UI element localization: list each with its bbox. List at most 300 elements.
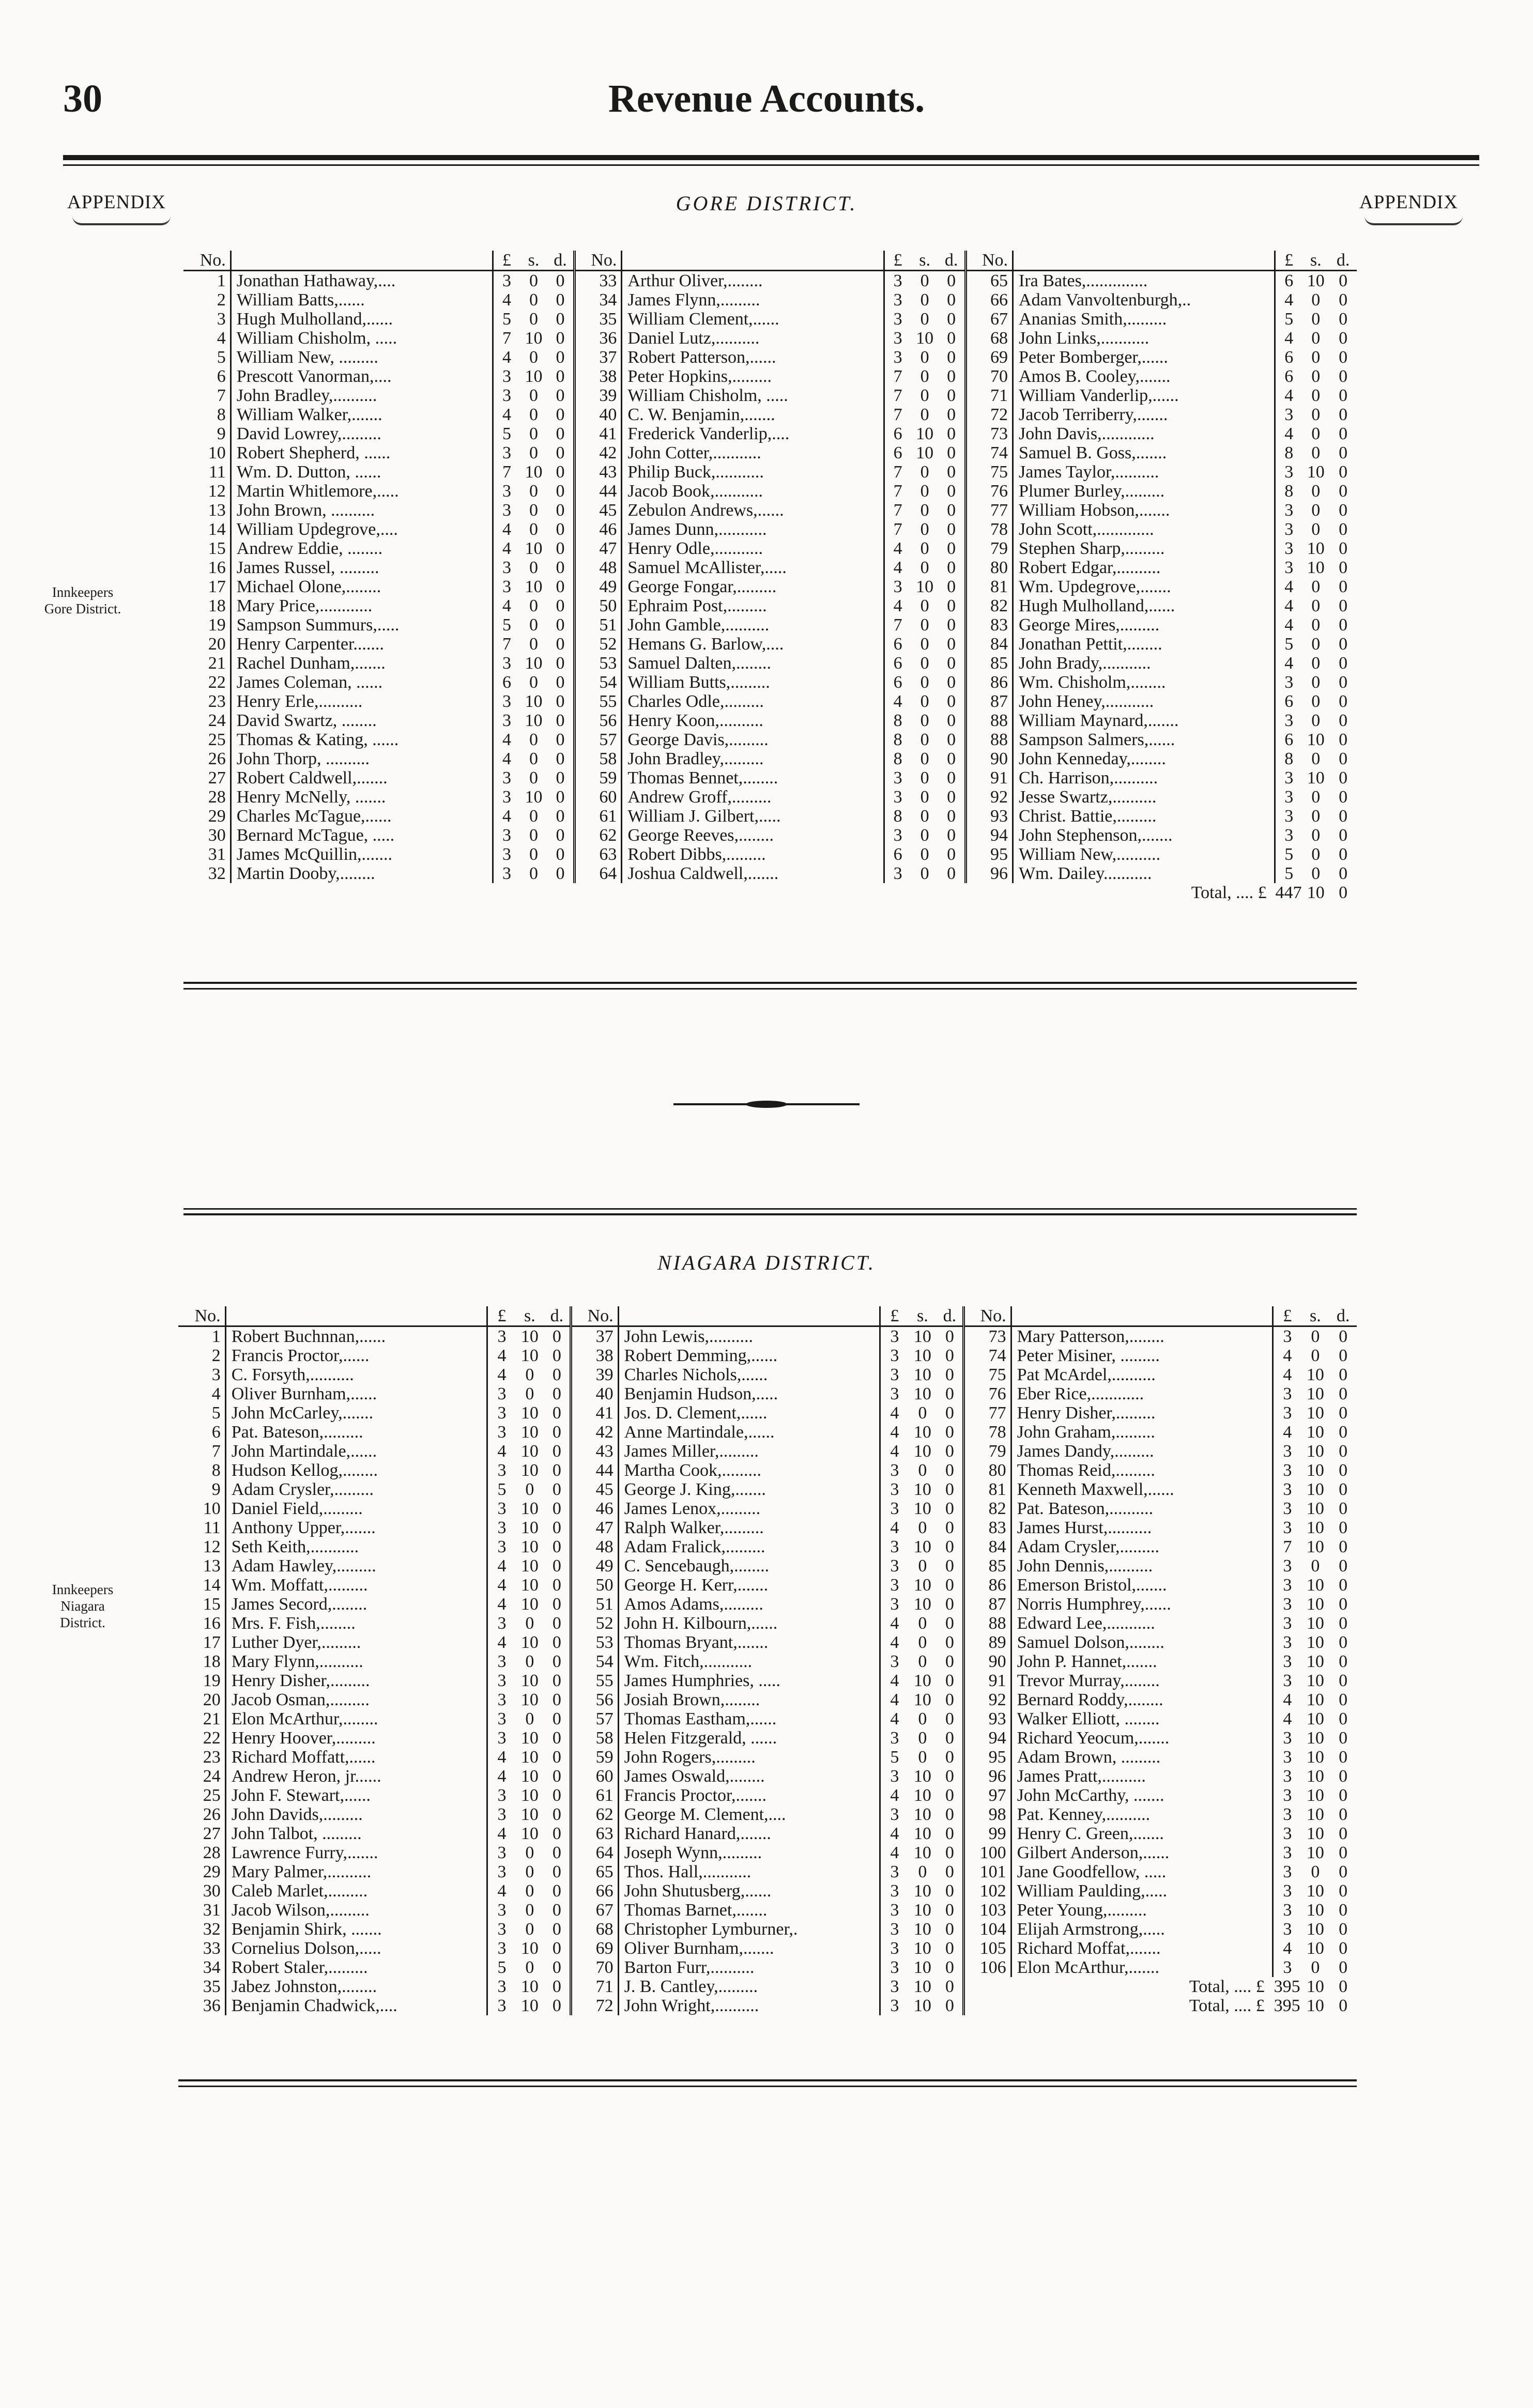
- entry-shillings: 10: [1306, 1365, 1324, 1384]
- entry-pence: 0: [939, 424, 966, 443]
- entry-name: Adam Fralick,.........: [618, 1537, 880, 1556]
- entry-pence: 0: [1339, 1480, 1348, 1499]
- entry-pence: 0: [547, 329, 575, 348]
- entry-number: 65: [571, 1862, 618, 1881]
- entry-number: 88: [965, 730, 1013, 749]
- entry-name: William Maynard,.......: [1013, 711, 1275, 730]
- entry-number: 90: [965, 749, 1013, 768]
- entry-pence: 0: [544, 1556, 571, 1576]
- entry-name: John Rogers,.........: [618, 1748, 880, 1767]
- entry-pence: 0: [544, 1326, 571, 1347]
- entry-shillings: 10: [520, 1786, 539, 1805]
- entry-name: James Pratt,..........: [1011, 1767, 1273, 1786]
- entry-shillings: 10: [520, 1537, 539, 1556]
- entry-pence: 0: [1339, 1881, 1348, 1901]
- entry-name: Wm. Dailey...........: [1013, 864, 1275, 883]
- entry-name: David Lowrey,.........: [231, 424, 493, 443]
- appendix-right: APPENDIX: [1359, 192, 1458, 213]
- entry-name: William Butts,.........: [622, 673, 884, 692]
- entry-pounds: 4: [502, 539, 512, 558]
- entry-shillings: 0: [529, 673, 539, 692]
- entry-name: William Chisholm, .....: [622, 386, 884, 405]
- entry-pounds: 4: [893, 692, 902, 711]
- entry-number: 95: [965, 845, 1013, 864]
- entry-pence: 0: [1339, 271, 1348, 290]
- entry-pounds: 6: [502, 673, 512, 692]
- entry-pounds: 4: [497, 1346, 507, 1365]
- entry-pounds: 3: [1284, 462, 1294, 482]
- entry-name: John Graham,.........: [1011, 1423, 1273, 1442]
- entry-number: 71: [965, 386, 1013, 405]
- entry-shillings: 10: [520, 1461, 539, 1480]
- entry-pence: 0: [937, 1862, 964, 1881]
- entry-shillings: 10: [525, 539, 543, 558]
- entry-shillings: 10: [1306, 1633, 1324, 1652]
- entry-pence: 0: [1339, 711, 1348, 730]
- entry-name: Helen Fitzgerald, ......: [618, 1728, 880, 1748]
- entry-pence: 0: [544, 1652, 571, 1671]
- entry-shillings: 10: [1307, 730, 1325, 749]
- entry-name: John Lewis,..........: [618, 1326, 880, 1347]
- entry-number: 42: [571, 1423, 618, 1442]
- entry-pounds: 5: [502, 424, 512, 443]
- entry-pounds: 3: [890, 1939, 899, 1958]
- entry-pence: 0: [937, 1728, 964, 1748]
- entry-number: 48: [575, 558, 622, 577]
- table-row: [178, 1690, 1357, 1709]
- entry-pence: 0: [939, 462, 966, 482]
- entry-pence: 0: [1339, 367, 1348, 386]
- entry-pounds: 4: [497, 1576, 507, 1595]
- niagara-header-row: [178, 1306, 1357, 1326]
- entry-pounds: 3: [890, 1996, 899, 2015]
- entry-name: Michael Olone,........: [231, 577, 493, 596]
- entry-pence: 0: [1339, 1748, 1348, 1767]
- entry-name: Ira Bates,..............: [1013, 271, 1275, 291]
- entry-pence: 0: [547, 348, 575, 367]
- entry-shillings: 0: [1311, 596, 1321, 615]
- entry-number: 66: [571, 1881, 618, 1901]
- entry-pounds: 3: [890, 1920, 899, 1939]
- entry-name: Pat. Kenney,..........: [1011, 1805, 1273, 1824]
- entry-pence: 0: [1339, 329, 1348, 348]
- entry-number: 31: [183, 845, 231, 864]
- entry-pence: 0: [939, 405, 966, 424]
- entry-pence: 0: [939, 539, 966, 558]
- entry-pence: 0: [937, 1595, 964, 1614]
- entry-pounds: 5: [497, 1480, 507, 1499]
- entry-name: Daniel Field,.........: [225, 1499, 487, 1518]
- entry-name: Francis Proctor,......: [225, 1346, 487, 1365]
- entry-number: 102: [964, 1881, 1011, 1901]
- entry-pence: 0: [937, 1824, 964, 1843]
- entry-pounds: 3: [1284, 520, 1294, 539]
- entry-name: Oliver Burnham,......: [225, 1384, 487, 1403]
- entry-number: 52: [571, 1614, 618, 1633]
- entry-pounds: 5: [502, 615, 512, 635]
- entry-number: 67: [571, 1901, 618, 1920]
- niagara-total-shillings: 10: [1306, 1996, 1324, 2015]
- entry-pence: 0: [939, 520, 966, 539]
- table-row: [178, 1786, 1357, 1805]
- entry-pounds: 5: [1284, 310, 1294, 329]
- entry-pounds: 4: [1284, 654, 1294, 673]
- entry-name: Adam Vanvoltenburgh,..: [1013, 290, 1275, 310]
- entry-shillings: 10: [520, 1748, 539, 1767]
- entry-shillings: 10: [1306, 1709, 1324, 1728]
- entry-shillings: 10: [1306, 1939, 1324, 1958]
- entry-pounds: 7: [893, 482, 902, 501]
- entry-pounds: 3: [1284, 788, 1294, 807]
- entry-pounds: 3: [497, 1709, 507, 1728]
- entry-pounds: 4: [502, 348, 512, 367]
- entry-shillings: 10: [520, 1327, 539, 1346]
- entry-number: 82: [965, 596, 1013, 615]
- entry-pounds: 3: [1283, 1461, 1292, 1480]
- entry-shillings: 0: [1311, 826, 1321, 845]
- entry-shillings: 10: [1306, 1537, 1324, 1556]
- table-row: [178, 1518, 1357, 1537]
- entry-name: Charles Odle,.........: [622, 692, 884, 711]
- entry-pence: 0: [937, 1901, 964, 1920]
- entry-pounds: 3: [502, 768, 512, 788]
- entry-pence: 0: [1339, 1461, 1348, 1480]
- entry-shillings: 10: [520, 1442, 539, 1461]
- table-row: [183, 654, 1357, 673]
- gore-total-shillings: 10: [1307, 883, 1325, 902]
- table-row: [183, 443, 1357, 462]
- header-shillings: s.: [909, 1306, 937, 1326]
- table-row: [178, 1824, 1357, 1843]
- table-row: [183, 826, 1357, 845]
- entry-pounds: 4: [893, 596, 902, 615]
- entry-number: 70: [571, 1958, 618, 1977]
- entry-number: 45: [571, 1480, 618, 1499]
- entry-pounds: 3: [502, 271, 512, 290]
- entry-number: 17: [183, 577, 231, 596]
- entry-pence: 0: [547, 367, 575, 386]
- entry-name: John Brady,...........: [1013, 654, 1275, 673]
- entry-shillings: 0: [920, 348, 929, 367]
- entry-name: Thomas & Kating, ......: [231, 730, 493, 749]
- entry-pounds: 3: [890, 1499, 899, 1518]
- entry-name: Christ. Battie,.........: [1013, 807, 1275, 826]
- entry-name: Robert Dibbs,.........: [622, 845, 884, 864]
- entry-number: 41: [571, 1403, 618, 1423]
- entry-pounds: 4: [1284, 596, 1294, 615]
- entry-shillings: 0: [1311, 501, 1321, 520]
- entry-name: Jacob Wilson,.........: [225, 1901, 487, 1920]
- entry-shillings: 10: [1306, 1652, 1324, 1671]
- entry-number: 5: [178, 1403, 225, 1423]
- entry-name: Lawrence Furry,.......: [225, 1843, 487, 1862]
- entry-shillings: 0: [920, 596, 929, 615]
- entry-number: 16: [183, 558, 231, 577]
- entry-number: 51: [571, 1595, 618, 1614]
- entry-number: 64: [571, 1843, 618, 1862]
- entry-pence: 0: [939, 615, 966, 635]
- entry-name: Thomas Eastham,......: [618, 1709, 880, 1728]
- entry-pounds: 4: [497, 1633, 507, 1652]
- entry-number: 7: [183, 386, 231, 405]
- entry-number: 23: [183, 692, 231, 711]
- entry-pence: 0: [939, 730, 966, 749]
- header-shillings: s.: [520, 251, 547, 271]
- entry-pence: 0: [547, 730, 575, 749]
- entry-pounds: 3: [1283, 1728, 1292, 1748]
- entry-pence: 0: [544, 1633, 571, 1652]
- entry-shillings: 10: [1306, 1824, 1324, 1843]
- entry-pounds: 4: [497, 1824, 507, 1843]
- entry-shillings: 10: [1307, 768, 1325, 788]
- entry-pounds: 3: [890, 1556, 899, 1576]
- entry-number: 9: [183, 424, 231, 443]
- entry-shillings: 0: [920, 768, 929, 788]
- entry-pounds: 3: [1283, 1671, 1292, 1690]
- entry-pence: 0: [1339, 386, 1348, 405]
- entry-pounds: 3: [1283, 1901, 1292, 1920]
- entry-pounds: 7: [893, 367, 902, 386]
- table-row: [183, 596, 1357, 615]
- entry-name: Wm. Updegrove,.......: [1013, 577, 1275, 596]
- entry-pence: 0: [544, 1767, 571, 1786]
- entry-shillings: 10: [525, 329, 543, 348]
- niagara-total-label: Total, .... £: [1189, 1996, 1265, 2015]
- table-row: [183, 348, 1357, 367]
- entry-pence: 0: [937, 1423, 964, 1442]
- gore-total-pence: 0: [1339, 883, 1348, 902]
- entry-number: 28: [178, 1843, 225, 1862]
- entry-number: 32: [183, 864, 231, 883]
- entry-shillings: 10: [1306, 1384, 1324, 1403]
- entry-shillings: 10: [913, 1786, 931, 1805]
- entry-number: 35: [575, 310, 622, 329]
- entry-name: Henry Carpenter.......: [231, 635, 493, 654]
- entry-number: 106: [964, 1958, 1011, 1977]
- entry-name: James Coleman, ......: [231, 673, 493, 692]
- entry-number: 46: [571, 1499, 618, 1518]
- table-row: [178, 1843, 1357, 1862]
- entry-pounds: 6: [893, 673, 902, 692]
- entry-name: Jos. D. Clement,......: [618, 1403, 880, 1423]
- entry-name: Norris Humphrey,......: [1011, 1595, 1273, 1614]
- entry-name: Adam Hawley,.........: [225, 1556, 487, 1576]
- entry-number: 79: [964, 1442, 1011, 1461]
- entry-shillings: 0: [525, 1614, 534, 1633]
- entry-number: 18: [178, 1652, 225, 1671]
- entry-number: 81: [964, 1480, 1011, 1499]
- entry-pence: 0: [939, 348, 966, 367]
- entry-shillings: 10: [1306, 1728, 1324, 1748]
- entry-name: William Hobson,.......: [1013, 501, 1275, 520]
- table-row: [178, 1442, 1357, 1461]
- entry-shillings: 0: [1311, 635, 1321, 654]
- entry-pounds: 6: [1284, 730, 1294, 749]
- entry-pounds: 4: [890, 1423, 899, 1442]
- table-row: [178, 1805, 1357, 1824]
- entry-pence: 0: [1339, 864, 1348, 883]
- table-row: [178, 1920, 1357, 1939]
- entry-shillings: 0: [1311, 1862, 1320, 1881]
- entry-pounds: 4: [1283, 1365, 1292, 1384]
- entry-pence: 0: [1339, 730, 1348, 749]
- entry-number: 95: [964, 1748, 1011, 1767]
- entry-name: Robert Edgar,..........: [1013, 558, 1275, 577]
- niagara-total-pence: 0: [1339, 1977, 1348, 1996]
- entry-shillings: 10: [1306, 1901, 1324, 1920]
- entry-name: Oliver Burnham,.......: [618, 1939, 880, 1958]
- entry-number: 45: [575, 501, 622, 520]
- entry-shillings: 10: [913, 1767, 931, 1786]
- entry-pence: 0: [544, 1365, 571, 1384]
- entry-pence: 0: [547, 558, 575, 577]
- entry-number: 78: [964, 1423, 1011, 1442]
- table-row: [178, 1576, 1357, 1595]
- header-no: No.: [571, 1306, 618, 1326]
- entry-shillings: 0: [918, 1862, 927, 1881]
- entry-number: 83: [964, 1518, 1011, 1537]
- entry-name: Mary Palmer,..........: [225, 1862, 487, 1881]
- header-pence: d.: [1329, 1306, 1357, 1326]
- entry-number: 59: [571, 1748, 618, 1767]
- header-pence: d.: [544, 1306, 571, 1326]
- entry-name: Mrs. F. Fish,........: [225, 1614, 487, 1633]
- entry-shillings: 0: [529, 482, 539, 501]
- entry-name: Andrew Heron, jr......: [225, 1767, 487, 1786]
- entry-pence: 0: [939, 864, 966, 883]
- entry-shillings: 0: [920, 615, 929, 635]
- entry-shillings: 0: [920, 845, 929, 864]
- gore-district-title: GORE DISTRICT.: [676, 192, 857, 215]
- entry-name: John H. Kilbourn,......: [618, 1614, 880, 1633]
- entry-pence: 0: [937, 1384, 964, 1403]
- entry-name: Arthur Oliver,........: [622, 271, 884, 291]
- entry-number: 10: [178, 1499, 225, 1518]
- table-row: [178, 1499, 1357, 1518]
- entry-name: Anne Martindale,......: [618, 1423, 880, 1442]
- entry-name: Zebulon Andrews,......: [622, 501, 884, 520]
- entry-pounds: 3: [1284, 826, 1294, 845]
- entry-name: John Links,...........: [1013, 329, 1275, 348]
- entry-number: 15: [183, 539, 231, 558]
- entry-pence: 0: [547, 596, 575, 615]
- entry-pence: 0: [1339, 826, 1348, 845]
- entry-number: 34: [575, 290, 622, 310]
- entry-pounds: 3: [1283, 1442, 1292, 1461]
- entry-pence: 0: [1339, 1786, 1348, 1805]
- entry-name: Luther Dyer,.........: [225, 1633, 487, 1652]
- entry-number: 8: [183, 405, 231, 424]
- entry-pence: 0: [544, 1518, 571, 1537]
- entry-name: Adam Crysler,.........: [225, 1480, 487, 1499]
- entry-shillings: 0: [1311, 443, 1321, 462]
- entry-pence: 0: [544, 1537, 571, 1556]
- entry-number: 88: [964, 1614, 1011, 1633]
- entry-name: Ralph Walker,.........: [618, 1518, 880, 1537]
- entry-number: 60: [571, 1767, 618, 1786]
- entry-shillings: 0: [1311, 520, 1321, 539]
- entry-number: 10: [183, 443, 231, 462]
- table-row: [178, 1365, 1357, 1384]
- entry-pounds: 6: [893, 654, 902, 673]
- entry-pence: 0: [544, 1805, 571, 1824]
- entry-number: 12: [178, 1537, 225, 1556]
- entry-number: 56: [575, 711, 622, 730]
- gore-bottom-rule-2: [183, 988, 1357, 990]
- entry-pence: 0: [544, 1576, 571, 1595]
- table-row: [183, 768, 1357, 788]
- entry-pence: 0: [937, 1709, 964, 1728]
- header-name: [225, 1306, 487, 1326]
- entry-pence: 0: [1339, 424, 1348, 443]
- entry-number: 54: [571, 1652, 618, 1671]
- entry-number: 57: [575, 730, 622, 749]
- entry-pounds: 4: [497, 1595, 507, 1614]
- entry-pence: 0: [937, 1537, 964, 1556]
- entry-name: Walker Elliott, ........: [1011, 1709, 1273, 1728]
- entry-pounds: 3: [890, 1901, 899, 1920]
- entry-name: John Gamble,..........: [622, 615, 884, 635]
- entry-pounds: 3: [1283, 1786, 1292, 1805]
- entry-pounds: 4: [497, 1767, 507, 1786]
- entry-name: Daniel Lutz,..........: [622, 329, 884, 348]
- entry-pounds: 7: [893, 520, 902, 539]
- entry-pence: 0: [937, 1403, 964, 1423]
- table-row: [178, 1652, 1357, 1671]
- entry-pounds: 7: [1283, 1537, 1292, 1556]
- entry-pounds: 3: [890, 1365, 899, 1384]
- entry-number: 37: [571, 1326, 618, 1347]
- entry-name: Samuel B. Goss,.......: [1013, 443, 1275, 462]
- entry-name: Hudson Kellog,........: [225, 1461, 487, 1480]
- entry-pounds: 4: [893, 539, 902, 558]
- entry-pence: 0: [547, 290, 575, 310]
- entry-pence: 0: [937, 1365, 964, 1384]
- table-row: [183, 864, 1357, 883]
- entry-pounds: 3: [497, 1614, 507, 1633]
- entry-number: 62: [571, 1805, 618, 1824]
- entry-pence: 0: [547, 482, 575, 501]
- entry-number: 33: [575, 271, 622, 291]
- entry-pounds: 3: [890, 1346, 899, 1365]
- entry-shillings: 10: [520, 1767, 539, 1786]
- entry-shillings: 10: [913, 1442, 931, 1461]
- entry-shillings: 10: [525, 788, 543, 807]
- table-row: [183, 310, 1357, 329]
- entry-name: Sampson Salmers,......: [1013, 730, 1275, 749]
- entry-pounds: 3: [497, 1920, 507, 1939]
- entry-pence: 0: [937, 1556, 964, 1576]
- entry-name: John Shutusberg,......: [618, 1881, 880, 1901]
- entry-pounds: 4: [1283, 1709, 1292, 1728]
- entry-number: 19: [178, 1671, 225, 1690]
- entry-pence: 0: [544, 1920, 571, 1939]
- entry-number: 85: [964, 1556, 1011, 1576]
- entry-number: 14: [183, 520, 231, 539]
- entry-pence: 0: [939, 654, 966, 673]
- entry-name: Mary Flynn,..........: [225, 1652, 487, 1671]
- entry-name: Wm. Moffatt,.........: [225, 1576, 487, 1595]
- table-row: [178, 1556, 1357, 1576]
- entry-shillings: 0: [920, 826, 929, 845]
- entry-pounds: 3: [502, 692, 512, 711]
- entry-pounds: 3: [1283, 1748, 1292, 1767]
- entry-number: 75: [965, 462, 1013, 482]
- entry-number: 54: [575, 673, 622, 692]
- entry-number: 99: [964, 1824, 1011, 1843]
- entry-pence: 0: [937, 1996, 964, 2015]
- entry-name: Francis Proctor,.......: [618, 1786, 880, 1805]
